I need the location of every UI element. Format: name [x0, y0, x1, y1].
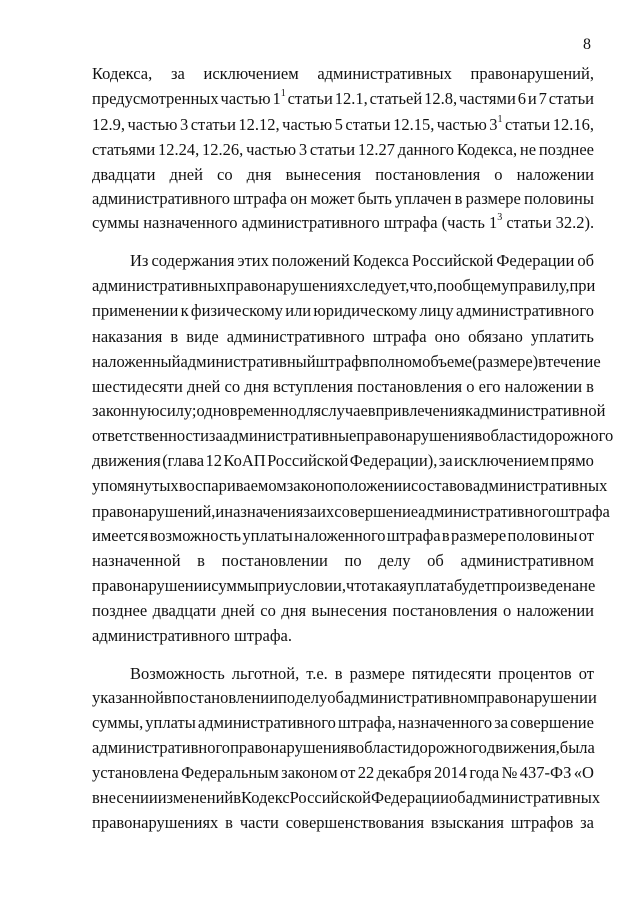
word: административном: [460, 551, 594, 570]
text-line: [92, 474, 608, 498]
word: $3^1$: [489, 114, 503, 134]
word: в: [348, 738, 356, 757]
text-line: административного штрафа.: [92, 626, 293, 645]
word: административной: [473, 401, 606, 420]
word: наказания: [92, 327, 163, 346]
word: вынесения: [285, 165, 362, 184]
word: половины: [524, 189, 594, 208]
text-line: [92, 524, 594, 548]
word: внесении: [92, 788, 158, 807]
word: силу;: [159, 401, 197, 420]
word: он: [290, 189, 308, 208]
word: пятидесяти: [411, 664, 492, 683]
word: дней: [221, 601, 255, 620]
word: 12.27: [357, 140, 396, 159]
word: о: [502, 601, 512, 620]
word: 7: [538, 89, 547, 108]
word: об: [448, 788, 466, 807]
word: дорожного: [537, 426, 614, 445]
word: Федеральным: [181, 763, 279, 782]
word: законоположении: [286, 476, 412, 495]
word: статьи: [190, 115, 236, 134]
word: области: [482, 426, 538, 445]
text-line: [92, 500, 610, 524]
word: от: [578, 526, 594, 545]
word: течение: [545, 352, 601, 371]
word: в: [197, 551, 205, 570]
text-line: [92, 811, 594, 835]
word: частью: [127, 115, 178, 134]
word: не: [519, 140, 537, 159]
word: исключением: [454, 451, 550, 470]
word: одновременно: [196, 401, 297, 420]
word: движения: [92, 451, 161, 470]
word: вынесения: [311, 601, 388, 620]
word: в: [361, 352, 370, 371]
word: частью: [220, 89, 271, 108]
word: Федерации),: [349, 451, 438, 470]
word: в: [225, 813, 233, 832]
word: назначенного: [397, 713, 493, 732]
text-line: [92, 163, 594, 187]
word: 12.9,: [92, 115, 125, 134]
word: 3: [298, 140, 308, 159]
word: обязано: [468, 327, 523, 346]
word: за: [303, 502, 318, 521]
word: постановлении: [221, 551, 328, 570]
word: штрафа: [372, 327, 427, 346]
word: указанной: [92, 688, 164, 707]
word: совершенствования: [285, 813, 425, 832]
text-line: [92, 62, 594, 86]
word: предусмотренных: [92, 89, 219, 108]
word: в: [178, 476, 187, 495]
superscript: 3: [497, 212, 503, 223]
word: будет: [453, 576, 492, 595]
word: объеме: [422, 352, 472, 371]
word: №: [501, 763, 518, 782]
word: 12.12,: [238, 115, 280, 134]
word: 12.15,: [393, 115, 435, 134]
word: что: [345, 576, 370, 595]
text-line: суммы назначенного административного штрафа (часть $1^3$ статьи 32.2).: [92, 212, 595, 232]
text-line: [92, 424, 614, 448]
word: административных: [317, 64, 452, 83]
text-line: [92, 399, 606, 423]
word: половины: [507, 526, 578, 545]
word: вступления: [273, 377, 354, 396]
word: штрафа: [556, 502, 610, 521]
word: правонарушениях: [92, 813, 219, 832]
word: виде: [186, 327, 219, 346]
word: следует,: [352, 276, 410, 295]
word: что,: [409, 276, 438, 295]
word: уплаты: [242, 526, 293, 545]
text-line: [92, 574, 594, 598]
word: в: [474, 426, 483, 445]
word: прямо: [550, 451, 594, 470]
word: уплатить: [530, 327, 594, 346]
word: об: [327, 688, 344, 707]
word: 5: [334, 115, 343, 134]
word: частью: [282, 115, 333, 134]
word: в: [538, 352, 546, 371]
word: административных: [465, 788, 601, 807]
word: административного: [92, 738, 231, 757]
word: постановления: [357, 377, 463, 396]
word: движения,: [486, 738, 560, 757]
word: области: [355, 738, 412, 757]
word: законную: [92, 401, 160, 420]
word: 3: [179, 115, 189, 134]
word: или: [285, 301, 312, 320]
word: Федерации: [496, 251, 575, 270]
text-line: [92, 761, 594, 785]
text-line: [130, 662, 594, 686]
word: т.е.: [306, 664, 328, 683]
word: шестидесяти: [92, 377, 183, 396]
word: административного: [197, 713, 336, 732]
text-line: [92, 599, 594, 623]
word: за: [494, 713, 509, 732]
word: в: [441, 526, 450, 545]
text-line: [92, 449, 594, 473]
word: 12.16,: [552, 115, 594, 134]
word: правилу,: [509, 276, 570, 295]
word: штрафов: [510, 813, 574, 832]
word: Кодекса: [352, 251, 409, 270]
word: административного: [92, 189, 231, 208]
word: установлена: [92, 763, 179, 782]
word: двадцати: [92, 165, 156, 184]
word: за: [580, 813, 594, 832]
word: 12.24,: [158, 140, 200, 159]
text-line: [92, 138, 594, 162]
word: 2014: [434, 763, 468, 782]
word: в: [454, 189, 463, 208]
word: Российской: [412, 251, 494, 270]
text-line: [92, 87, 594, 111]
word: содержания: [151, 251, 235, 270]
word: позднее: [538, 140, 594, 159]
word: от: [340, 763, 356, 782]
word: 12: [205, 451, 222, 470]
text-line: [92, 325, 594, 349]
word: статьи: [309, 140, 356, 159]
word: Кодекса,: [456, 140, 518, 159]
word: наложении: [504, 377, 583, 396]
word: наложенного: [294, 526, 386, 545]
word: Кодекс: [241, 788, 290, 807]
text-line: [130, 249, 594, 273]
word: за: [438, 451, 453, 470]
word: при: [258, 576, 285, 595]
word: КоАП: [223, 451, 266, 470]
word: оно: [434, 327, 460, 346]
word: размере: [465, 189, 521, 208]
word: правонарушений,: [92, 502, 216, 521]
word: 12.26,: [202, 140, 244, 159]
word: положений: [271, 251, 350, 270]
word: за: [170, 64, 185, 83]
word: правонарушении: [92, 576, 212, 595]
word: имеется: [92, 526, 149, 545]
word: лицу: [419, 301, 454, 320]
text-line: [92, 113, 594, 137]
word: об: [427, 551, 444, 570]
word: не: [579, 576, 596, 595]
word: к: [465, 401, 474, 420]
word: юридическому: [313, 301, 418, 320]
word: части: [239, 813, 279, 832]
word: суммы: [211, 576, 259, 595]
word: и: [215, 502, 225, 521]
word: привлечения: [375, 401, 466, 420]
word: делу: [295, 688, 328, 707]
word: дня: [246, 165, 272, 184]
word: частью: [436, 115, 487, 134]
word: уплачен: [395, 189, 452, 208]
word: правонарушениях: [226, 276, 353, 295]
word: административных: [472, 476, 608, 495]
word: процентов: [498, 664, 572, 683]
word: статьями: [92, 140, 156, 159]
word: взыскания: [430, 813, 504, 832]
word: декабря: [376, 763, 432, 782]
word: этих: [237, 251, 269, 270]
word: Федерации: [370, 788, 449, 807]
word: произведена: [491, 576, 580, 595]
word: наложенный: [92, 352, 181, 371]
text-line: [92, 686, 597, 710]
word: об: [577, 251, 594, 270]
word: штраф: [315, 352, 362, 371]
text-line: [92, 736, 594, 760]
word: Возможность: [130, 664, 225, 683]
word: уплаты: [145, 713, 196, 732]
word: по: [344, 551, 362, 570]
word: суммы,: [92, 713, 144, 732]
word: 22: [357, 763, 375, 782]
word: административного: [418, 502, 557, 521]
word: дней: [187, 377, 221, 396]
word: по: [437, 276, 455, 295]
word: «О: [573, 763, 594, 782]
word: дней: [169, 165, 203, 184]
word: оспариваемом: [186, 476, 287, 495]
text-line: [92, 786, 601, 810]
word: двадцати: [152, 601, 217, 620]
word: $1^1$: [272, 88, 286, 108]
word: административные: [222, 426, 357, 445]
word: Российской: [289, 788, 371, 807]
word: была: [559, 738, 595, 757]
word: уплата: [406, 576, 454, 595]
word: и: [527, 89, 537, 108]
word: в: [233, 788, 242, 807]
word: правонарушений,: [470, 64, 594, 83]
word: административного: [226, 327, 365, 346]
word: размере: [451, 526, 507, 545]
text-line: [92, 549, 594, 573]
word: статьи: [345, 115, 391, 134]
word: изменений: [157, 788, 234, 807]
word: Российской: [267, 451, 349, 470]
word: исключением: [203, 64, 299, 83]
text-line: [92, 187, 594, 211]
word: правонарушения: [230, 738, 349, 757]
word: о: [466, 377, 475, 396]
word: такая: [369, 576, 407, 595]
word: статьи: [505, 115, 551, 134]
word: ответственности: [92, 426, 209, 445]
word: в: [586, 377, 594, 396]
word: административных: [92, 276, 227, 295]
word: законом: [281, 763, 338, 782]
word: (размере): [471, 352, 539, 371]
word: наложении: [516, 165, 594, 184]
word: назначения: [224, 502, 304, 521]
word: составов: [411, 476, 473, 495]
word: физическому: [190, 301, 283, 320]
word: возможность: [149, 526, 242, 545]
word: для: [296, 401, 322, 420]
word: размере: [349, 664, 405, 683]
word: в: [170, 327, 179, 346]
word: 6: [517, 89, 526, 108]
word: к: [180, 301, 189, 320]
word: при: [569, 276, 596, 295]
text-line: [92, 375, 594, 399]
word: правонарушения: [356, 426, 475, 445]
word: частями: [458, 89, 516, 108]
word: штрафа: [386, 526, 441, 545]
word: со: [224, 377, 241, 396]
word: правонарушении: [477, 688, 597, 707]
word: льготной,: [231, 664, 300, 683]
word: 12.1,: [334, 89, 368, 108]
superscript: 1: [280, 88, 286, 99]
word: совершение: [510, 713, 594, 732]
word: условии,: [284, 576, 346, 595]
word: статьи: [548, 89, 594, 108]
word: случаев: [321, 401, 376, 420]
word: штрафа: [233, 189, 287, 208]
word: применении: [92, 301, 179, 320]
word: общему: [454, 276, 510, 295]
text-line: [92, 711, 594, 735]
word: позднее: [92, 601, 148, 620]
word: со: [260, 601, 276, 620]
word: его: [478, 377, 501, 396]
word: административный: [180, 352, 316, 371]
word: административного: [455, 301, 594, 320]
word: дорожного: [411, 738, 487, 757]
text-line: [92, 299, 594, 323]
word: наложении: [516, 601, 594, 620]
page-number: 8: [583, 36, 591, 53]
word: 437-ФЗ: [519, 763, 572, 782]
word: со: [217, 165, 233, 184]
word: совершение: [334, 502, 419, 521]
word: данного: [397, 140, 455, 159]
word: статьей: [369, 89, 423, 108]
text-line: [92, 274, 594, 298]
word: назначенной: [92, 551, 181, 570]
word: постановления: [375, 165, 481, 184]
text-line: [92, 350, 601, 374]
word: быть: [357, 189, 392, 208]
word: административном: [343, 688, 478, 707]
word: может: [310, 189, 355, 208]
word: Из: [130, 251, 149, 270]
word: постановлении: [171, 688, 278, 707]
word: дня: [281, 601, 307, 620]
word: статьи: [287, 89, 333, 108]
word: постановления: [392, 601, 498, 620]
word: (глава: [162, 451, 205, 470]
word: штрафа,: [337, 713, 396, 732]
word: дня: [244, 377, 270, 396]
word: делу: [378, 551, 411, 570]
superscript: 1: [497, 114, 503, 125]
word: года: [469, 763, 500, 782]
word: 12.8,: [424, 89, 458, 108]
word: полном: [369, 352, 423, 371]
word: их: [317, 502, 335, 521]
word: в: [163, 688, 172, 707]
word: по: [277, 688, 296, 707]
word: за: [208, 426, 223, 445]
word: о: [494, 165, 503, 184]
word: Кодекса,: [92, 64, 153, 83]
word: от: [578, 664, 594, 683]
word: частью: [246, 140, 297, 159]
word: упомянутых: [92, 476, 179, 495]
word: в: [334, 664, 343, 683]
